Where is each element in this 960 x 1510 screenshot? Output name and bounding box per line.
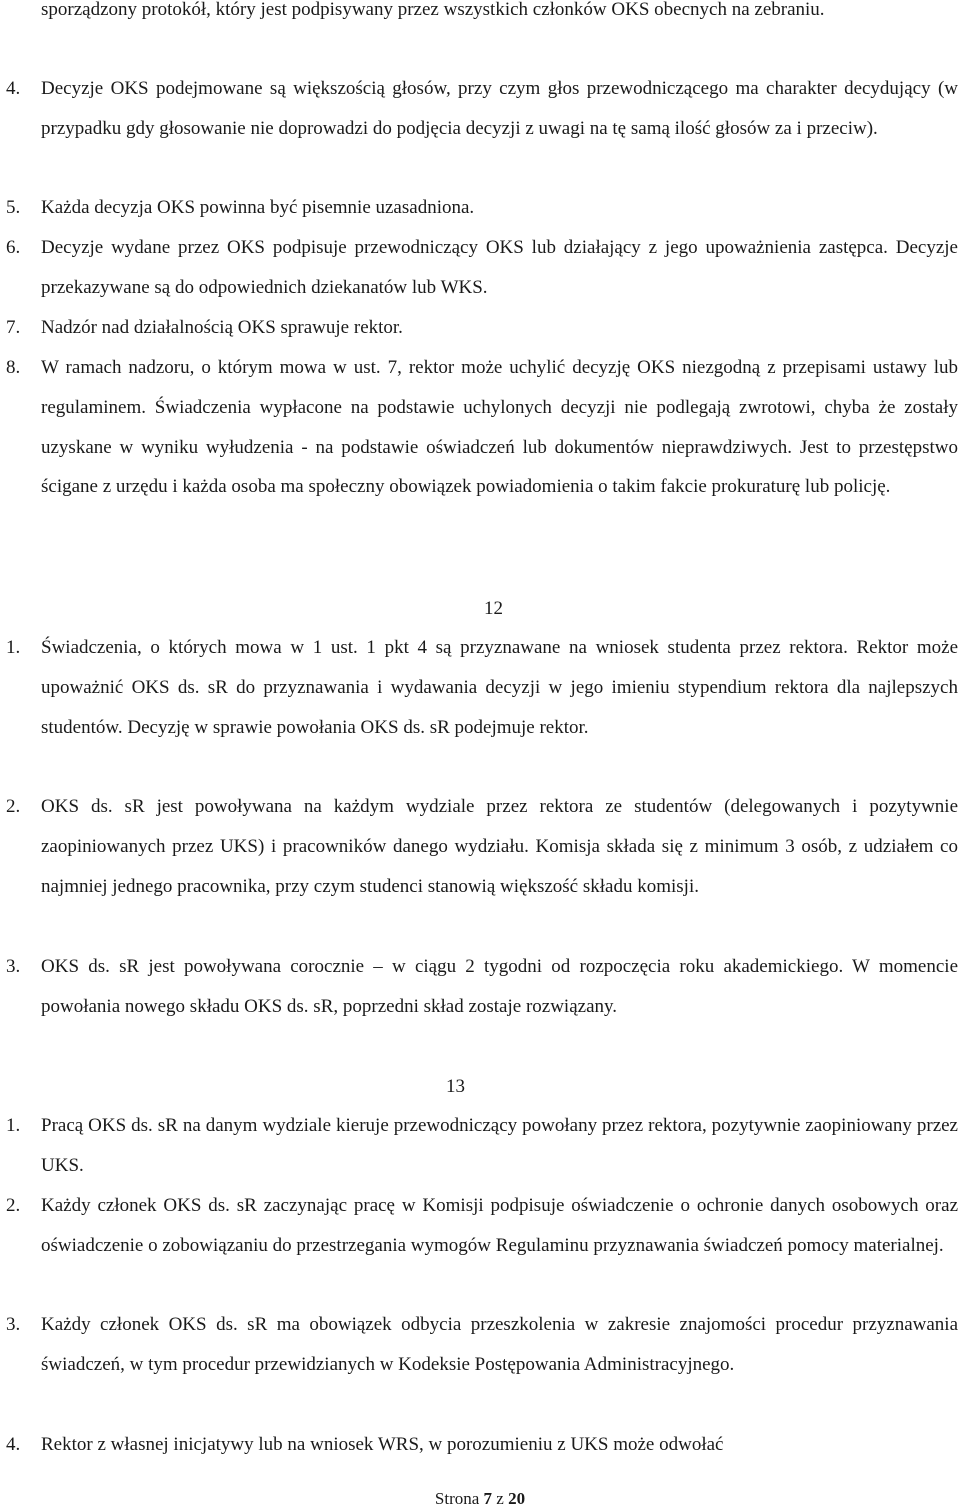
list-item bbox=[6, 1305, 958, 1385]
item-number: 3. bbox=[6, 956, 21, 977]
item-text: Świadczenia, o których mowa w 1 ust. 1 pkt 4 są przyznawane na wniosek studenta przez rektora. Rektor może upoważnić OKS ds. sR do przyznawania i wydawania decyzji w jego imieniu stypendium rektora dla najlepszych studentów. Decyzję w sprawie powołania OKS ds. sR podejmuje rektor. bbox=[41, 637, 958, 738]
list-item bbox=[6, 1425, 958, 1465]
section-heading bbox=[484, 595, 960, 623]
section-number: 12 bbox=[484, 598, 503, 619]
item-number: 8. bbox=[6, 357, 21, 378]
item-number: 2. bbox=[6, 1195, 21, 1216]
list-item bbox=[6, 348, 958, 507]
section-heading bbox=[446, 1073, 960, 1101]
carryover-paragraph: sporządzony protokół, który jest podpisywany przez wszystkich członków OKS obecnych na zebraniu. bbox=[41, 0, 825, 20]
footer-prefix: Strona bbox=[434, 1489, 480, 1508]
list-item bbox=[6, 787, 958, 906]
item-text: Nadzór nad działalnością OKS sprawuje rektor. bbox=[41, 317, 403, 338]
item-number: 3. bbox=[6, 1314, 21, 1335]
item-number: 2. bbox=[6, 796, 21, 817]
item-number: 1. bbox=[6, 1115, 21, 1136]
item-number: 7. bbox=[6, 317, 21, 338]
item-text: Każdy członek OKS ds. sR ma obowiązek odbycia przeszkolenia w zakresie znajomości procedur przyznawania świadczeń, w tym procedur przewidzianych w Kodeksie Postępowania Administracyjnego. bbox=[41, 1314, 958, 1375]
footer-total-pages: 20 bbox=[508, 1489, 526, 1508]
item-number: 4. bbox=[6, 1434, 21, 1455]
item-number: 1. bbox=[6, 637, 21, 658]
item-number: 4. bbox=[6, 78, 21, 99]
item-text: OKS ds. sR jest powoływana na każdym wydziale przez rektora ze studentów (delegowanych i pozytywnie zaopiniowanych przez UKS) i pracowników danego wydziału. Komisja składa się z minimum 3 osób, z udziałem co najmniej jednego pracownika, przy czym studenci stanowią większość składu komisji. bbox=[41, 796, 958, 897]
footer-separator: z bbox=[496, 1489, 504, 1508]
item-number: 6. bbox=[6, 237, 21, 258]
list-item bbox=[6, 1106, 958, 1186]
list-item bbox=[6, 947, 958, 1027]
section-number: 13 bbox=[446, 1076, 465, 1097]
item-text: Pracą OKS ds. sR na danym wydziale kieruje przewodniczący powołany przez rektora, pozytywnie zaopiniowany przez UKS. bbox=[41, 1115, 958, 1176]
item-text: Rektor z własnej inicjatywy lub na wniosek WRS, w porozumieniu z UKS może odwołać bbox=[41, 1434, 724, 1455]
list-item bbox=[6, 188, 958, 228]
item-text: Decyzje wydane przez OKS podpisuje przewodniczący OKS lub działający z jego upoważnienia zastępca. Decyzje przekazywane są do odpowiednich dziekanatów lub WKS. bbox=[41, 237, 958, 298]
item-text: Każda decyzja OKS powinna być pisemnie uzasadniona. bbox=[41, 197, 475, 218]
list-item bbox=[6, 628, 958, 747]
item-text: Każdy członek OKS ds. sR zaczynając pracę w Komisji podpisuje oświadczenie o ochronie danych osobowych oraz oświadczenie o zobowiązaniu do przestrzegania wymogów Regulaminu przyznawania świadczeń pomocy materialnej. bbox=[41, 1195, 958, 1256]
item-text: Decyzje OKS podejmowane są większością głosów, przy czym głos przewodniczącego ma charakter decydujący (w przypadku gdy głosowanie nie doprowadzi do podjęcia decyzji z uwagi na tę samą ilość głosów za i przeciw). bbox=[41, 78, 958, 139]
item-text: OKS ds. sR jest powoływana corocznie – w ciągu 2 tygodni od rozpoczęcia roku akademickiego. W momencie powołania nowego składu OKS ds. sR, poprzedni skład zostaje rozwiązany. bbox=[41, 956, 958, 1017]
list-item bbox=[6, 308, 958, 348]
page-footer bbox=[0, 1488, 960, 1510]
footer-current-page: 7 bbox=[483, 1489, 493, 1508]
list-item bbox=[6, 228, 958, 308]
item-text: W ramach nadzoru, o którym mowa w ust. 7, rektor może uchylić decyzję OKS niezgodną z przepisami ustawy lub regulaminem. Świadczenia wypłacone na podstawie uchylonych decyzji nie podlegają zwrotowi, chyba że zostały uzyskane w wyniku wyłudzenia - na podstawie oświadczeń lub dokumentów nieprawdziwych. Jest to przestępstwo ścigane z urzędu i każda osoba ma społeczny obowiązek powiadomienia o takim fakcie prokuraturę lub policję. bbox=[41, 357, 958, 498]
item-number: 5. bbox=[6, 197, 21, 218]
list-item bbox=[6, 69, 958, 149]
list-item bbox=[6, 1186, 958, 1266]
